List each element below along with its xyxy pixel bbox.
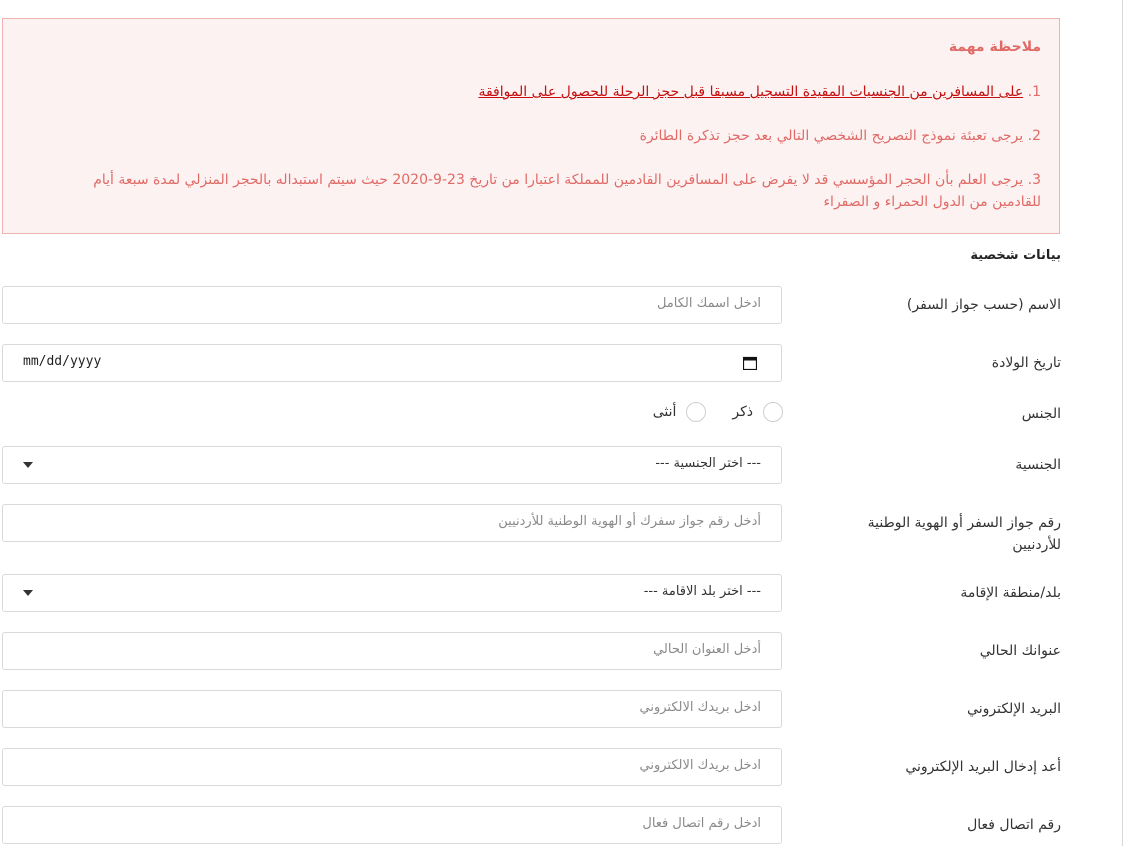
- passport-input[interactable]: [2, 504, 782, 542]
- address-input[interactable]: [2, 632, 782, 670]
- notice-item-3: 3. يرجى العلم بأن الحجر المؤسسي قد لا يفرض على المسافرين القادمين للمملكة اعتبارا من تاريخ 23-9-2020 حيث سيتم استبداله بالحجر المنزلي لمدة سبعة أيام للقادمين من الدول الحمراء و الصفراء: [93, 172, 1041, 210]
- dob-input[interactable]: [2, 344, 782, 382]
- notice-item-2: 2. يرجى تعبئة نموذج التصريح الشخصي التالي بعد حجز تذكرة الطائرة: [639, 128, 1041, 144]
- gender-female-option[interactable]: [653, 402, 707, 422]
- chevron-down-icon: [23, 590, 33, 596]
- name-label: الاسم (حسب جواز السفر): [906, 297, 1061, 313]
- notice-title: ملاحظة مهمة: [948, 39, 1041, 55]
- gender-female-label: أنثى: [652, 404, 677, 420]
- residence-label: بلد/منطقة الإقامة: [960, 585, 1061, 601]
- address-placeholder: أدخل العنوان الحالي: [653, 642, 761, 657]
- radio-male[interactable]: [763, 402, 783, 422]
- calendar-icon[interactable]: [743, 356, 757, 370]
- passport-label: رقم جواز السفر أو الهوية الوطنية للأردنيين: [867, 515, 1061, 553]
- important-notice: [2, 18, 1060, 234]
- residence-select[interactable]: [2, 574, 782, 612]
- radio-female[interactable]: [686, 402, 706, 422]
- email-confirm-input[interactable]: [2, 748, 782, 786]
- gender-radio-group: [637, 402, 783, 422]
- email-input[interactable]: [2, 690, 782, 728]
- gender-male-option[interactable]: [732, 402, 783, 422]
- email-label: البريد الإلكتروني: [967, 701, 1061, 717]
- nationality-select[interactable]: [2, 446, 782, 484]
- email-confirm-label: أعد إدخال البريد الإلكتروني: [905, 759, 1061, 775]
- name-placeholder: ادخل اسمك الكامل: [656, 296, 761, 311]
- passport-placeholder: أدخل رقم جواز سفرك أو الهوية الوطنية للأردنيين: [498, 514, 761, 529]
- gender-male-label: ذكر: [732, 404, 753, 420]
- dob-label: تاريخ الولادة: [991, 355, 1061, 371]
- residence-selected: --- اختر بلد الاقامة ---: [643, 584, 761, 599]
- phone-label: رقم اتصال فعال: [967, 817, 1061, 833]
- address-label: عنوانك الحالي: [979, 643, 1061, 659]
- name-input[interactable]: [2, 286, 782, 324]
- notice-item-1-number: 1.: [1023, 84, 1041, 100]
- gender-label: الجنس: [1021, 406, 1061, 422]
- email-placeholder: ادخل بريدك الالكتروني: [639, 700, 761, 715]
- email-confirm-placeholder: ادخل بريدك الالكتروني: [639, 758, 761, 773]
- phone-input[interactable]: [2, 806, 782, 844]
- nationality-selected: --- اختر الجنسية ---: [655, 456, 761, 471]
- notice-item-1: [51, 81, 1041, 103]
- phone-placeholder: ادخل رقم اتصال فعال: [642, 816, 761, 831]
- section-title: بيانات شخصية: [970, 248, 1061, 263]
- dob-value: mm/dd/yyyy: [23, 354, 102, 369]
- nationality-label: الجنسية: [1015, 457, 1061, 473]
- scrollbar-edge: [1122, 0, 1123, 846]
- chevron-down-icon: [23, 462, 33, 468]
- registration-link[interactable]: على المسافرين من الجنسيات المقيدة التسجيل مسبقا قبل حجز الرحلة للحصول على الموافقة: [478, 84, 1024, 100]
